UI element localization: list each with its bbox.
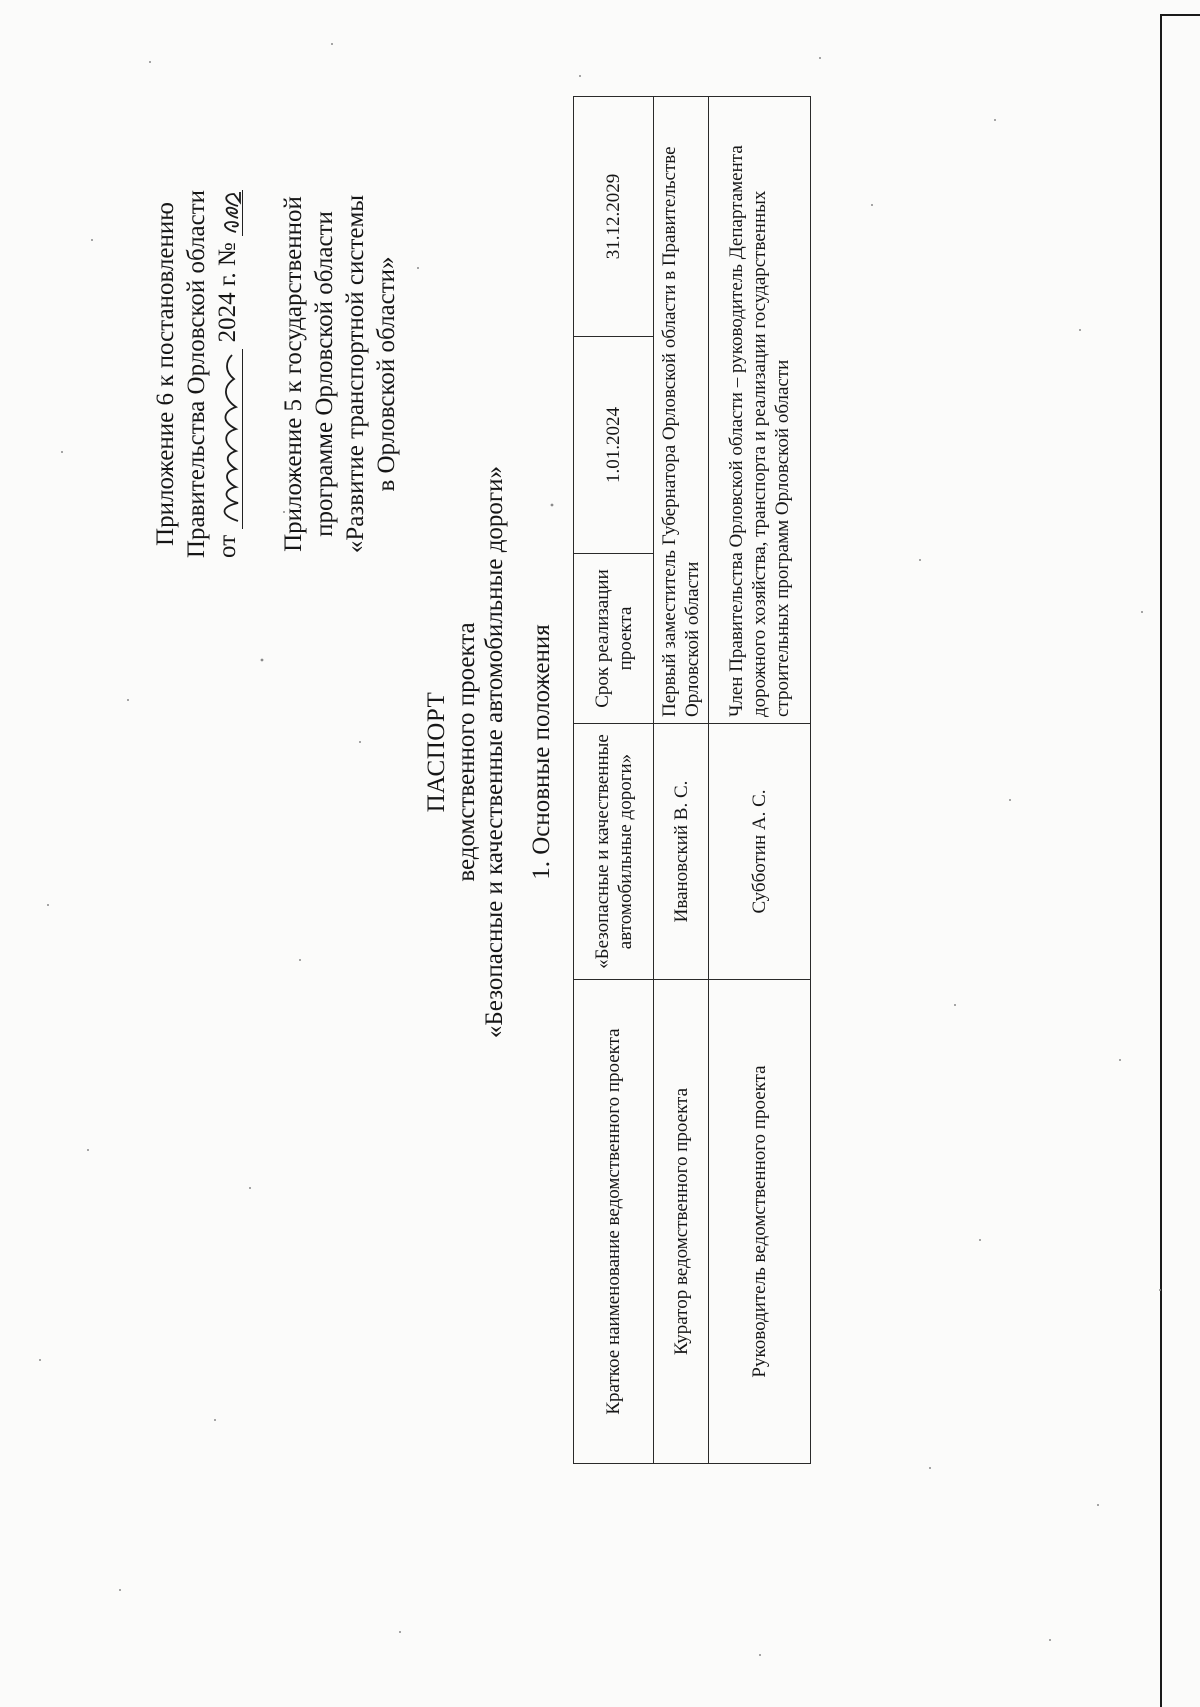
short-name-label: Краткое наименование ведомственного проекта	[574, 980, 654, 1464]
decree-year: 2024 г.	[214, 272, 241, 343]
passport-title: ПАСПОРТ	[423, 691, 450, 813]
program-appendix-line2: программе Орловской области	[311, 211, 338, 537]
handwritten-date-scribble	[218, 349, 244, 529]
head-label: Руководитель ведомственного проекта	[709, 980, 811, 1464]
term-start: 1.01.2024	[574, 337, 654, 554]
main-provisions-table	[573, 96, 811, 1464]
program-appendix-line1: Приложение 5 к государственной	[280, 196, 307, 552]
handwritten-date	[218, 349, 243, 529]
decree-number-label: №	[214, 242, 241, 267]
head-name: Субботин А. С.	[709, 724, 811, 980]
short-name-value: «Безопасные и качественные автомобильные дороги»	[574, 724, 654, 980]
handwritten-number	[218, 190, 243, 236]
table-row	[574, 97, 654, 1464]
decree-appendix-line1: Приложение 6 к постановлению	[152, 202, 179, 546]
decree-appendix-line2: Правительства Орловской области	[183, 189, 210, 559]
head-position: Член Правительства Орловской области – руководитель Департамента дорожного хозяйства, транспорта и реализации государственных строительных программ Орловской области	[709, 97, 811, 724]
program-appendix-line4: в Орловской области»	[373, 256, 400, 492]
section-heading: 1. Основные положения	[528, 624, 555, 880]
handwritten-number-scribble	[218, 190, 244, 236]
curator-label: Куратор ведомственного проекта	[654, 980, 709, 1464]
decree-appendix-note	[150, 164, 243, 584]
program-appendix-line3: «Развитие транспортной системы	[342, 194, 369, 554]
program-appendix-note	[278, 164, 402, 584]
passport-subtitle: ведомственного проекта	[453, 622, 480, 882]
decree-date-line	[212, 164, 243, 584]
curator-name: Ивановский В. С.	[654, 724, 709, 980]
term-label: Срок реализации проекта	[574, 554, 654, 724]
term-end: 31.12.2029	[574, 97, 654, 337]
project-name: «Безопасные и качественные автомобильные дороги»	[481, 465, 508, 1039]
decree-ot-label: от	[214, 534, 241, 558]
curator-position: Первый заместитель Губернатора Орловской области в Правительстве Орловской области	[654, 97, 709, 724]
table-row	[654, 97, 709, 1464]
table-row	[709, 97, 811, 1464]
